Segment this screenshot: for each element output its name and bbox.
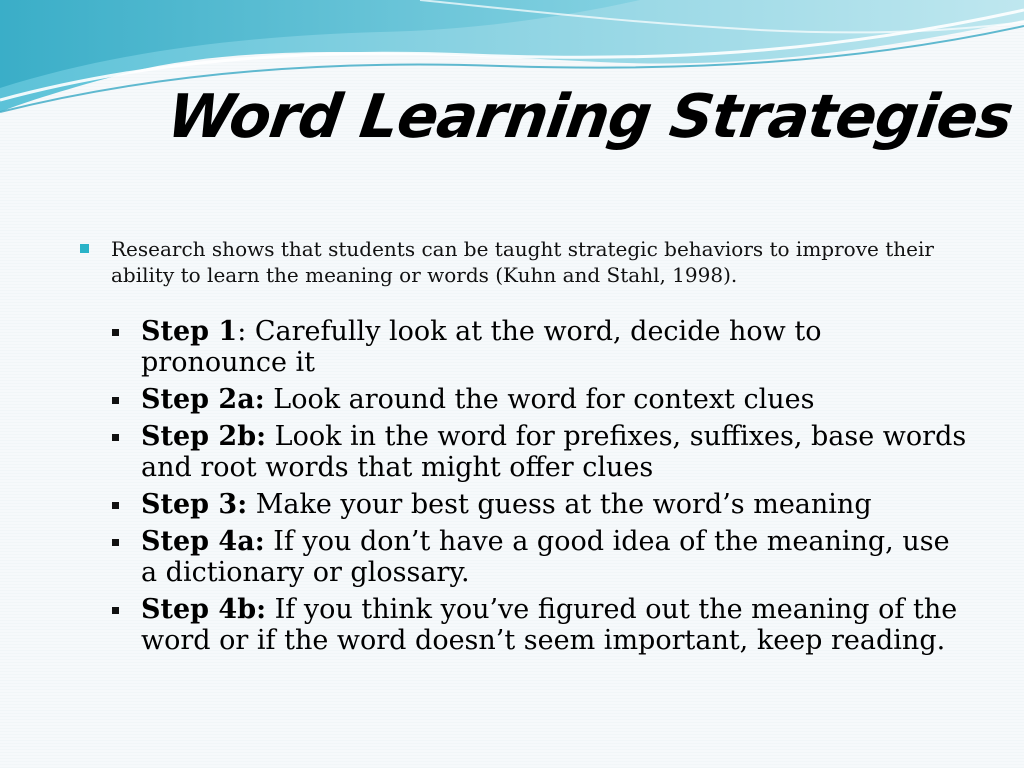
step-description: Look in the word for prefixes, suffixes, base words and root words that might offer clues: [141, 421, 967, 483]
step-label: Step 3:: [141, 489, 248, 520]
step-label: Step 4b:: [141, 594, 267, 625]
step-item: [112, 489, 972, 520]
step-description: : Carefully look at the word, decide how to pronounce it: [141, 316, 822, 378]
square-bullet-icon: [112, 539, 119, 546]
square-bullet-icon: [80, 244, 89, 253]
step-label: Step 2a:: [141, 384, 265, 415]
step-item: [112, 316, 972, 378]
step-item: [112, 526, 972, 588]
square-bullet-icon: [112, 329, 119, 336]
step-label: Step 4a:: [141, 526, 265, 557]
square-bullet-icon: [112, 397, 119, 404]
slide-title: Word Learning Strategies: [163, 82, 1017, 152]
step-description: If you think you’ve figured out the meaning of the word or if the word doesn’t seem important, keep reading.: [141, 594, 958, 656]
step-item: [112, 421, 972, 483]
square-bullet-icon: [112, 502, 119, 509]
step-description: Look around the word for context clues: [264, 384, 815, 415]
step-label: Step 1: [141, 316, 238, 347]
intro-bullet-item: [80, 236, 950, 288]
steps-list: [112, 316, 972, 662]
step-description: Make your best guess at the word’s meaning: [247, 489, 872, 520]
step-item: [112, 594, 972, 656]
intro-text: Research shows that students can be taught strategic behaviors to improve their ability to learn the meaning or words (Kuhn and Stahl, 1998).: [111, 237, 934, 287]
square-bullet-icon: [112, 607, 119, 614]
step-label: Step 2b:: [141, 421, 267, 452]
square-bullet-icon: [112, 434, 119, 441]
step-item: [112, 384, 972, 415]
step-description: If you don’t have a good idea of the meaning, use a dictionary or glossary.: [141, 526, 950, 588]
